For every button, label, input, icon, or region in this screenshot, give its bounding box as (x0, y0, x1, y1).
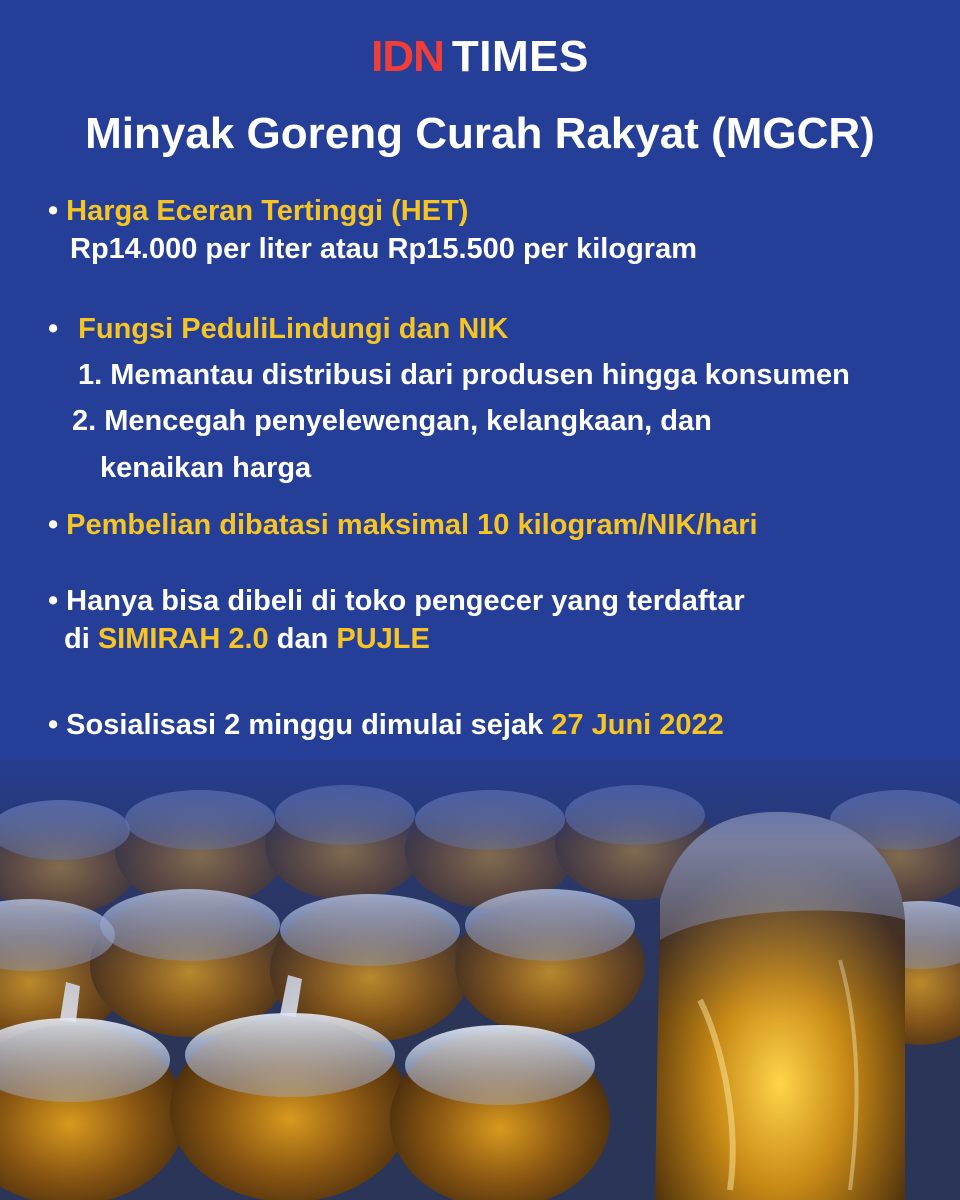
bullet-icon: • (48, 313, 59, 345)
point-toko-line2 (64, 621, 430, 657)
point-limit-text: Pembelian dibatasi maksimal 10 kilogram/NIK/hari (66, 509, 758, 541)
point-limit-line (48, 507, 758, 543)
bullet-icon: • (48, 585, 59, 617)
point-toko-line1 (48, 583, 745, 619)
point-sosialisasi-text: Sosialisasi 2 minggu dimulai sejak (66, 709, 544, 741)
point-het-detail: Rp14.000 per liter atau Rp15.500 per kilogram (70, 233, 697, 265)
bullet-icon: • (48, 195, 59, 227)
logo-suffix: TIMES (451, 32, 589, 81)
point-sosialisasi-date: 27 Juni 2022 (551, 709, 724, 741)
logo-brand: IDN (371, 32, 444, 81)
point-fungsi-heading: Fungsi PeduliLindungi dan NIK (78, 313, 509, 345)
point-toko-prefix: di (64, 623, 90, 655)
point-toko-conj: dan (276, 623, 329, 655)
system-pujle: PUJLE (336, 623, 430, 655)
bullet-icon: • (48, 509, 59, 541)
bullet-icon: • (48, 709, 59, 741)
point-het-heading: Harga Eceran Tertinggi (HET) (66, 195, 469, 227)
point-toko-text: Hanya bisa dibeli di toko pengecer yang terdaftar (66, 585, 745, 617)
point-fungsi-item-1: 1. Memantau distribusi dari produsen hingga konsumen (78, 359, 850, 391)
system-simirah: SIMIRAH 2.0 (97, 623, 269, 655)
point-sosialisasi-line (48, 707, 724, 743)
idn-times-logo (0, 33, 960, 81)
page-title: Minyak Goreng Curah Rakyat (MGCR) (85, 109, 875, 158)
point-fungsi-item-2-line1: 2. Mencegah penyelewengan, kelangkaan, dan (72, 405, 712, 437)
point-fungsi-heading-line (48, 311, 508, 347)
point-het-heading-line (48, 193, 468, 229)
point-fungsi-item-2-line2: kenaikan harga (100, 452, 312, 484)
